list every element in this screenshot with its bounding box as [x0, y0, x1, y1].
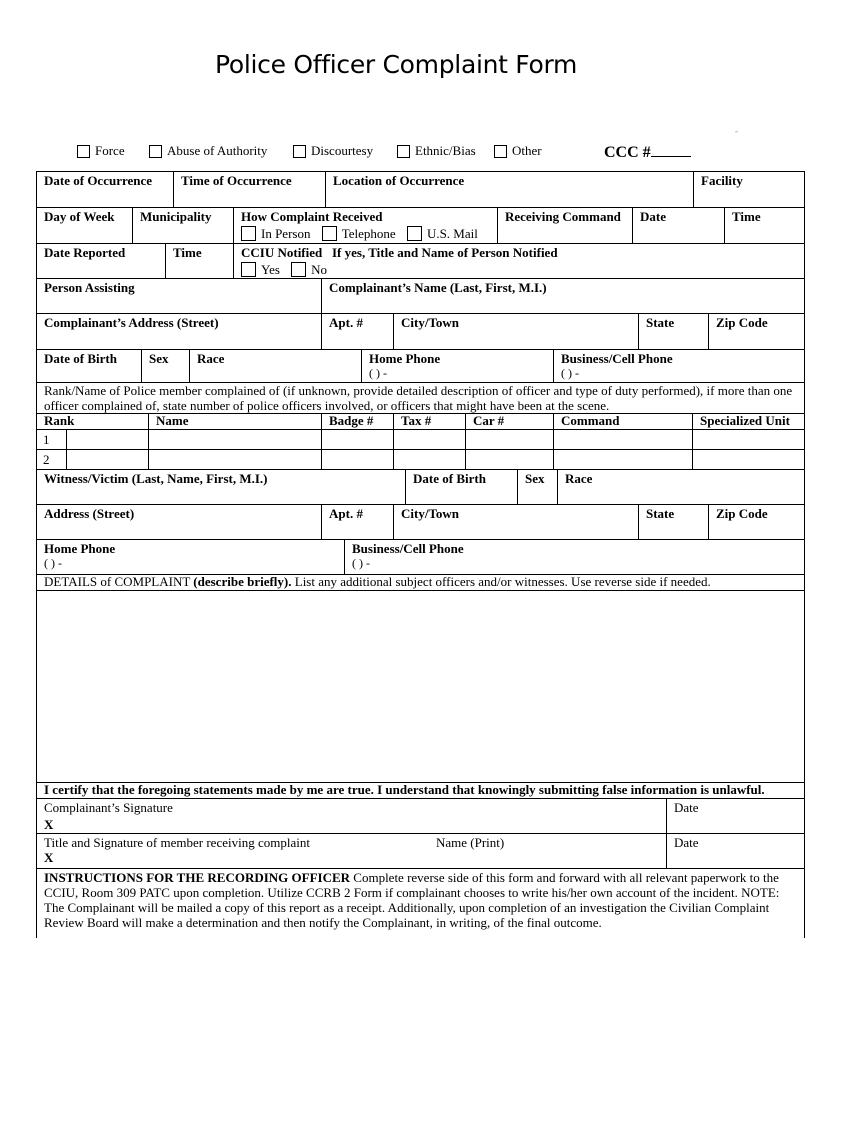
details-heading: DETAILS of COMPLAINT (describe briefly). List any additional subject officers and/or witnesses. Use reverse side if needed.	[36, 574, 805, 590]
checkbox-icon[interactable]	[241, 226, 256, 241]
top-mark: -	[735, 126, 738, 136]
option-telephone[interactable]: Telephone	[322, 226, 396, 241]
officer-unit-input[interactable]	[692, 449, 805, 469]
cciu-notified-field: CCIU Notified If yes, Title and Name of Person Notified Yes No	[233, 243, 805, 278]
how-complaint-received-field	[233, 207, 497, 243]
witness-apt-field[interactable]: Apt. #	[321, 504, 393, 539]
category-force[interactable]: Force	[77, 143, 125, 159]
officer-tax-input[interactable]	[393, 429, 465, 449]
member-date-field[interactable]: Date	[666, 833, 805, 868]
witness-zip-field[interactable]: Zip Code	[708, 504, 805, 539]
municipality-field[interactable]: Municipality	[132, 207, 233, 243]
officer-rank-input[interactable]	[66, 449, 148, 469]
complainant-address-field[interactable]: Complainant’s Address (Street)	[36, 313, 321, 349]
officer-col-rank: Rank	[36, 413, 148, 429]
checkbox-icon[interactable]	[291, 262, 306, 277]
rank-name-description: Rank/Name of Police member complained of (if unknown, provide detailed description of officer and type of duty performed), if more than one officer complained of, state number of police officers involved, or officers that might have been at the scene.	[36, 382, 805, 413]
complainant-signature-field[interactable]: Complainant’s Signature X	[36, 798, 666, 833]
officer-name-input[interactable]	[148, 429, 321, 449]
how-received-label: How Complaint Received	[241, 209, 383, 224]
date-of-occurrence-field[interactable]: Date of Occurrence	[36, 171, 173, 207]
option-no[interactable]: No	[291, 262, 327, 277]
home-phone-field[interactable]: Home Phone ( ) -	[361, 349, 553, 382]
ccc-number-field[interactable]: CCC #	[604, 142, 691, 162]
checkbox-icon[interactable]	[241, 262, 256, 277]
officer-row-number: 2	[36, 449, 66, 469]
witness-address-field[interactable]: Address (Street)	[36, 504, 321, 539]
time-of-occurrence-field[interactable]: Time of Occurrence	[173, 171, 325, 207]
received-date-field[interactable]: Date	[632, 207, 724, 243]
officer-car-input[interactable]	[465, 429, 553, 449]
officer-badge-input[interactable]	[321, 429, 393, 449]
race-field[interactable]: Race	[189, 349, 361, 382]
witness-dob-field[interactable]: Date of Birth	[405, 469, 517, 504]
signature-date-field[interactable]: Date	[666, 798, 805, 833]
received-time-field[interactable]: Time	[724, 207, 805, 243]
officer-tax-input[interactable]	[393, 449, 465, 469]
date-reported-field[interactable]: Date Reported	[36, 243, 165, 278]
option-in-person[interactable]: In Person	[241, 226, 310, 241]
witness-state-field[interactable]: State	[638, 504, 708, 539]
officer-col-command: Command	[553, 413, 692, 429]
checkbox-icon[interactable]	[293, 145, 306, 158]
time-reported-field[interactable]: Time	[165, 243, 233, 278]
checkbox-icon[interactable]	[407, 226, 422, 241]
category-ethnic-bias[interactable]: Ethnic/Bias	[397, 143, 476, 159]
day-of-week-field[interactable]: Day of Week	[36, 207, 132, 243]
checkbox-icon[interactable]	[397, 145, 410, 158]
option-yes[interactable]: Yes	[241, 262, 280, 277]
receiving-command-field[interactable]: Receiving Command	[497, 207, 632, 243]
officer-command-input[interactable]	[553, 449, 692, 469]
recording-officer-instructions: INSTRUCTIONS FOR THE RECORDING OFFICER Complete reverse side of this form and forward with all relevant paperwork to the CCIU, Room 309 PATC upon completion. Utilize CCRB 2 Form if complainant chooses to write his/her own account of the incident. NOTE: The Complainant will be mailed a copy of this report as a receipt. Additionally, upon completion of an investigation the Civilian Complaint Review Board will make a determination and then notify the Complainant, in writing, of the final outcome.	[36, 868, 805, 938]
checkbox-icon[interactable]	[494, 145, 507, 158]
witness-home-phone-field[interactable]: Home Phone ( ) -	[36, 539, 344, 574]
witness-city-field[interactable]: City/Town	[393, 504, 638, 539]
checkbox-icon[interactable]	[77, 145, 90, 158]
officer-col-unit: Specialized Unit	[692, 413, 805, 429]
officer-name-input[interactable]	[148, 449, 321, 469]
officer-col-car: Car #	[465, 413, 553, 429]
person-assisting-field[interactable]: Person Assisting	[36, 278, 321, 313]
business-phone-field[interactable]: Business/Cell Phone ( ) -	[553, 349, 805, 382]
officer-col-tax: Tax #	[393, 413, 465, 429]
witness-name-field[interactable]: Witness/Victim (Last, Name, First, M.I.)	[36, 469, 405, 504]
officer-badge-input[interactable]	[321, 449, 393, 469]
certification-statement: I certify that the foregoing statements made by me are true. I understand that knowingly submitting false information is unlawful.	[36, 782, 805, 798]
officer-rank-input[interactable]	[66, 429, 148, 449]
sex-field[interactable]: Sex	[141, 349, 189, 382]
checkbox-icon[interactable]	[322, 226, 337, 241]
complainant-zip-field[interactable]: Zip Code	[708, 313, 805, 349]
witness-business-phone-field[interactable]: Business/Cell Phone ( ) -	[344, 539, 805, 574]
officer-unit-input[interactable]	[692, 429, 805, 449]
name-print-label: Name (Print)	[436, 835, 505, 850]
date-of-birth-field[interactable]: Date of Birth	[36, 349, 141, 382]
checkbox-icon[interactable]	[149, 145, 162, 158]
category-abuse-of-authority[interactable]: Abuse of Authority	[149, 143, 267, 159]
officer-car-input[interactable]	[465, 449, 553, 469]
complainant-city-field[interactable]: City/Town	[393, 313, 638, 349]
location-of-occurrence-field[interactable]: Location of Occurrence	[325, 171, 693, 207]
option-us-mail[interactable]: U.S. Mail	[407, 226, 478, 241]
officer-col-badge: Badge #	[321, 413, 393, 429]
witness-sex-field[interactable]: Sex	[517, 469, 557, 504]
officer-row-number: 1	[36, 429, 66, 449]
details-textarea[interactable]	[36, 590, 805, 782]
complainant-state-field[interactable]: State	[638, 313, 708, 349]
facility-field[interactable]: Facility	[693, 171, 805, 207]
category-discourtesy[interactable]: Discourtesy	[293, 143, 373, 159]
member-signature-field[interactable]: Title and Signature of member receiving complaint X Name (Print)	[36, 833, 666, 868]
form-title: Police Officer Complaint Form	[215, 50, 578, 79]
category-other[interactable]: Other	[494, 143, 542, 159]
complainant-apt-field[interactable]: Apt. #	[321, 313, 393, 349]
complainant-name-field[interactable]: Complainant’s Name (Last, First, M.I.)	[321, 278, 805, 313]
witness-race-field[interactable]: Race	[557, 469, 805, 504]
officer-command-input[interactable]	[553, 429, 692, 449]
officer-col-name: Name	[148, 413, 321, 429]
